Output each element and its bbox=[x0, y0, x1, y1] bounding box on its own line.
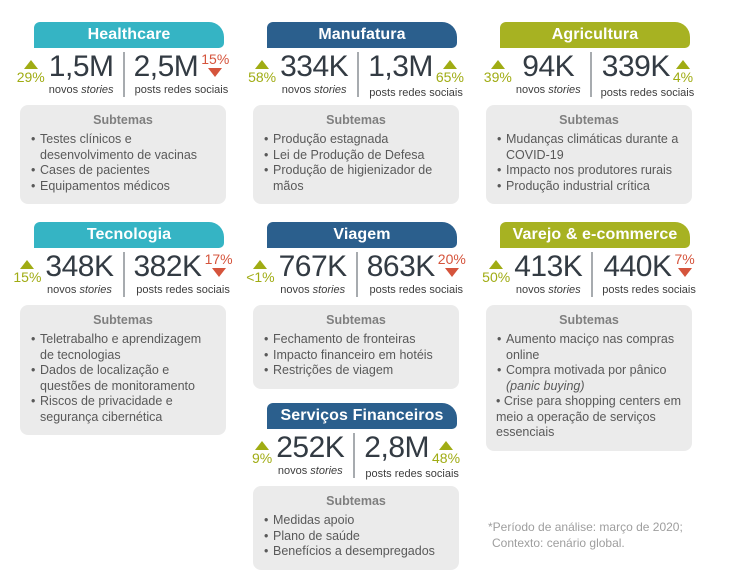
subtopics-list bbox=[496, 132, 682, 194]
change-percent: 65% bbox=[435, 69, 464, 85]
sector-card bbox=[482, 222, 696, 451]
subtopic-item: • Equipamentos médicos bbox=[30, 179, 216, 195]
subtopic-item: • Produção de higienizador de mãos bbox=[263, 163, 449, 194]
new-stories-caption: novos stories bbox=[277, 465, 343, 477]
subtopic-item: • Restrições de viagem bbox=[263, 363, 449, 379]
subtopic-item: • Compra motivada por pânico (panic buying) bbox=[496, 363, 682, 394]
subtopics-box bbox=[253, 105, 459, 204]
subtopics-list bbox=[30, 332, 216, 425]
up-arrow-icon bbox=[255, 441, 269, 450]
new-stories-caption: novos stories bbox=[280, 284, 346, 296]
up-arrow-icon bbox=[253, 260, 267, 269]
sector-card bbox=[248, 22, 464, 204]
new-stories-value: 334K bbox=[280, 50, 349, 83]
subtopics-title: Subtemas bbox=[326, 313, 386, 327]
sector-stats bbox=[483, 50, 695, 100]
change-percent: 17% bbox=[204, 251, 233, 267]
change-percent: 20% bbox=[437, 251, 466, 267]
posts-block bbox=[364, 432, 460, 466]
sector-card-header bbox=[267, 22, 457, 48]
new-stories-value: 348K bbox=[45, 250, 114, 283]
sector-stats bbox=[248, 50, 464, 100]
footnote bbox=[488, 519, 720, 551]
change-percent: 7% bbox=[674, 251, 695, 267]
subtopics-list bbox=[496, 332, 682, 441]
posts-block bbox=[603, 251, 694, 282]
posts-value: 2,8M bbox=[364, 431, 429, 464]
subtopic-item: • Produção industrial crítica bbox=[496, 179, 682, 195]
subtopics-title: Subtemas bbox=[559, 313, 619, 327]
posts-stat bbox=[364, 432, 460, 481]
posts-caption: posts redes sociais bbox=[369, 284, 464, 296]
new-stories-block bbox=[514, 251, 582, 297]
stats-divider bbox=[591, 252, 593, 297]
sector-card-header bbox=[500, 22, 690, 48]
subtopic-item: • Aumento maciço nas compras online bbox=[496, 332, 682, 363]
change-percent: 48% bbox=[432, 450, 461, 466]
new-stories-caption: novos stories bbox=[47, 284, 112, 296]
subtopic-item: • Teletrabalho e aprendizagem de tecnologias bbox=[30, 332, 216, 363]
new-stories-stat bbox=[17, 51, 114, 97]
sector-card bbox=[16, 22, 230, 204]
new-stories-value: 94K bbox=[522, 50, 575, 83]
new-stories-stat bbox=[13, 251, 113, 297]
sector-title: Tecnologia bbox=[86, 226, 172, 243]
up-arrow-icon bbox=[20, 260, 34, 269]
up-arrow-icon bbox=[676, 60, 690, 69]
up-arrow-icon bbox=[255, 60, 269, 69]
posts-block bbox=[602, 51, 693, 85]
sector-card bbox=[246, 222, 466, 389]
subtopic-item: • Impacto financeiro em hotéis bbox=[263, 348, 449, 364]
new-stories-value: 1,5M bbox=[48, 50, 114, 83]
new-stories-block bbox=[49, 51, 114, 97]
subtopics-list bbox=[30, 132, 216, 194]
sector-stats bbox=[16, 50, 230, 100]
new-stories-block bbox=[45, 251, 113, 297]
posts-caption: posts redes sociais bbox=[136, 284, 230, 296]
subtopic-item: • Cases de pacientes bbox=[30, 163, 216, 179]
footnote-line2: Contexto: cenário global. bbox=[492, 536, 625, 550]
posts-stat bbox=[601, 51, 695, 100]
sector-card bbox=[13, 222, 233, 435]
sector-card bbox=[483, 22, 695, 204]
down-arrow-icon bbox=[212, 268, 226, 277]
new-stories-block bbox=[276, 432, 344, 478]
posts-value: 440K bbox=[603, 250, 672, 283]
new-stories-caption: novos stories bbox=[515, 84, 581, 96]
new-stories-stat bbox=[484, 51, 581, 97]
new-stories-change bbox=[484, 59, 512, 85]
posts-value: 1,3M bbox=[368, 50, 433, 83]
new-stories-stat bbox=[482, 251, 582, 297]
posts-stat bbox=[134, 251, 233, 297]
subtopic-item: • Dados de localização e questões de monitoramento bbox=[30, 363, 216, 394]
subtopics-box bbox=[20, 305, 226, 435]
footnote-line1: *Período de análise: março de 2020; bbox=[488, 520, 683, 534]
posts-caption: posts redes sociais bbox=[365, 468, 459, 480]
new-stories-block bbox=[279, 251, 347, 297]
up-arrow-icon bbox=[443, 60, 457, 69]
subtopics-list bbox=[263, 513, 449, 560]
subtopic-item: • Medidas apoio bbox=[263, 513, 449, 529]
sector-title: Manufatura bbox=[318, 26, 406, 43]
subtopics-box bbox=[253, 486, 459, 570]
subtopics-title: Subtemas bbox=[559, 113, 619, 127]
subtopics-box bbox=[486, 105, 692, 204]
posts-change bbox=[438, 252, 466, 278]
sector-title: Viagem bbox=[333, 226, 391, 243]
posts-stat bbox=[367, 251, 466, 297]
posts-caption: posts redes sociais bbox=[602, 284, 696, 296]
new-stories-caption: novos stories bbox=[281, 84, 347, 96]
posts-stat bbox=[134, 51, 230, 97]
posts-change bbox=[205, 252, 233, 278]
new-stories-change bbox=[482, 259, 510, 285]
down-arrow-icon bbox=[208, 68, 222, 77]
subtopics-title: Subtemas bbox=[93, 113, 153, 127]
sector-card bbox=[253, 403, 459, 570]
new-stories-change bbox=[248, 59, 276, 85]
posts-change bbox=[201, 52, 229, 78]
sector-card-header bbox=[34, 22, 224, 48]
stats-divider bbox=[590, 52, 592, 97]
new-stories-caption: novos stories bbox=[48, 84, 114, 96]
posts-block bbox=[134, 51, 230, 82]
sector-title: Agricultura bbox=[551, 26, 639, 43]
subtopics-box bbox=[253, 305, 459, 389]
sector-title: Varejo & e-commerce bbox=[512, 226, 678, 243]
posts-change bbox=[673, 59, 693, 85]
posts-caption: posts redes sociais bbox=[369, 87, 463, 99]
subtopics-list bbox=[263, 132, 449, 194]
posts-change bbox=[432, 440, 460, 466]
up-arrow-icon bbox=[491, 60, 505, 69]
sector-stats bbox=[482, 250, 696, 300]
new-stories-change bbox=[13, 259, 41, 285]
subtopic-item: • Riscos de privacidade e segurança cibernética bbox=[30, 394, 216, 425]
subtopics-box bbox=[486, 305, 692, 451]
new-stories-value: 413K bbox=[514, 250, 583, 283]
sector-title: Healthcare bbox=[87, 26, 171, 43]
subtopic-item: • Crise para shopping centers em meio a operação de serviços essenciais bbox=[496, 394, 682, 441]
new-stories-caption: novos stories bbox=[515, 284, 581, 296]
stats-divider bbox=[123, 52, 125, 97]
new-stories-block bbox=[280, 51, 348, 97]
sector-stats bbox=[253, 432, 459, 481]
subtopic-item: • Mudanças climáticas durante a COVID-19 bbox=[496, 132, 682, 163]
new-stories-stat bbox=[248, 51, 348, 97]
subtopics-title: Subtemas bbox=[93, 313, 153, 327]
posts-block bbox=[134, 251, 233, 282]
sector-card-header bbox=[34, 222, 224, 248]
subtopic-item: • Lei de Produção de Defesa bbox=[263, 148, 449, 164]
subtopic-item: • Benefícios a desempregados bbox=[263, 544, 449, 560]
posts-change bbox=[436, 59, 464, 85]
down-arrow-icon bbox=[445, 268, 459, 277]
new-stories-stat bbox=[252, 432, 344, 478]
subtopic-item: • Produção estagnada bbox=[263, 132, 449, 148]
new-stories-change bbox=[17, 59, 45, 85]
posts-caption: posts redes sociais bbox=[134, 84, 229, 96]
subtopics-box bbox=[20, 105, 226, 204]
sector-stats bbox=[246, 250, 466, 300]
stats-divider bbox=[356, 252, 358, 297]
posts-change bbox=[674, 252, 694, 278]
change-percent: 15% bbox=[201, 51, 230, 67]
change-percent: 39% bbox=[483, 69, 512, 85]
change-percent: 4% bbox=[672, 69, 694, 85]
new-stories-value: 767K bbox=[278, 250, 347, 283]
sector-title: Serviços Financeiros bbox=[280, 407, 444, 424]
up-arrow-icon bbox=[439, 441, 453, 450]
subtopic-item: • Plano de saúde bbox=[263, 529, 449, 545]
posts-value: 863K bbox=[366, 250, 435, 283]
change-percent: 15% bbox=[13, 269, 42, 285]
sector-card-header bbox=[267, 222, 457, 248]
new-stories-change bbox=[246, 259, 274, 285]
posts-caption: posts redes sociais bbox=[600, 87, 695, 99]
sector-card-header bbox=[267, 403, 457, 429]
stats-divider bbox=[357, 52, 359, 97]
posts-value: 2,5M bbox=[133, 50, 199, 83]
change-percent: 9% bbox=[251, 450, 273, 466]
change-percent: <1% bbox=[246, 269, 275, 285]
subtopic-item: • Fechamento de fronteiras bbox=[263, 332, 449, 348]
posts-stat bbox=[602, 251, 696, 297]
stats-divider bbox=[123, 252, 125, 297]
sector-stats bbox=[13, 250, 233, 300]
down-arrow-icon bbox=[678, 268, 692, 277]
change-percent: 50% bbox=[482, 269, 511, 285]
posts-stat bbox=[368, 51, 464, 100]
posts-block bbox=[368, 51, 464, 85]
subtopic-item: • Impacto nos produtores rurais bbox=[496, 163, 682, 179]
posts-value: 382K bbox=[133, 250, 202, 283]
subtopics-title: Subtemas bbox=[326, 113, 386, 127]
stats-divider bbox=[353, 433, 355, 478]
change-percent: 29% bbox=[16, 69, 45, 85]
sector-card-header bbox=[500, 222, 690, 248]
subtopic-item: • Testes clínicos e desenvolvimento de vacinas bbox=[30, 132, 216, 163]
posts-value: 339K bbox=[601, 50, 670, 83]
new-stories-block bbox=[516, 51, 581, 97]
new-stories-stat bbox=[246, 251, 347, 297]
change-percent: 58% bbox=[248, 69, 277, 85]
subtopics-list bbox=[263, 332, 449, 379]
posts-block bbox=[367, 251, 466, 282]
subtopics-title: Subtemas bbox=[326, 494, 386, 508]
up-arrow-icon bbox=[24, 60, 38, 69]
up-arrow-icon bbox=[489, 260, 503, 269]
new-stories-change bbox=[252, 440, 272, 466]
new-stories-value: 252K bbox=[276, 431, 345, 464]
